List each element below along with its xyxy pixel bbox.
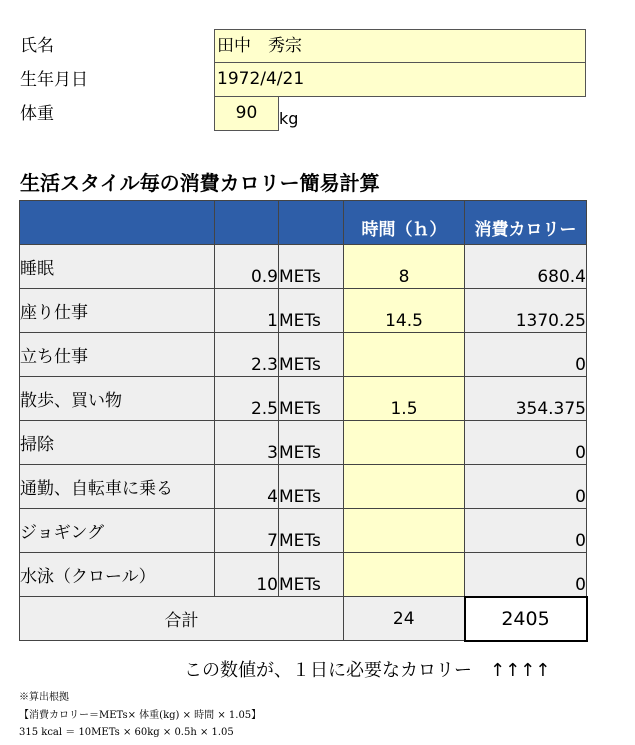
table-row [20,333,587,377]
mets-cell: 1 [215,289,279,333]
mets-unit-cell: METs [279,465,344,509]
basis-title: ※算出根拠 [19,692,69,703]
table-row [20,245,587,289]
calories-cell: 0 [465,553,587,597]
mets-cell: 2.3 [215,333,279,377]
table-row [20,553,587,597]
table-header-row [20,201,587,245]
activity-cell: 座り仕事 [20,289,215,333]
total-row [20,597,587,641]
table-row [20,465,587,509]
mets-cell: 7 [215,509,279,553]
mets-cell: 0.9 [215,245,279,289]
birth-date-label: 生年月日 [20,70,88,90]
activity-cell: 水泳（クロール） [20,553,215,597]
basis-formula: 【消費カロリー＝METs× 体重(kg) × 時間 × 1.05】 [19,710,262,721]
header-cell [215,201,279,245]
calories-cell: 1370.25 [465,289,587,333]
hours-input-cell[interactable]: 8 [344,245,465,289]
birth-date-cell[interactable]: 1972/4/21 [214,62,586,97]
basis-example: 315 kcal ＝ 10METs × 60kg × 0.5h × 1.05 [19,727,234,738]
hours-input-cell[interactable]: 1.5 [344,377,465,421]
total-calories[interactable]: 2405 [465,597,587,641]
mets-cell: 4 [215,465,279,509]
calories-cell: 354.375 [465,377,587,421]
total-label: 合計 [20,597,344,641]
mets-cell: 10 [215,553,279,597]
table-row [20,509,587,553]
hours-input-cell[interactable] [344,509,465,553]
mets-unit-cell: METs [279,245,344,289]
weight-label: 体重 [20,104,54,124]
mets-unit-cell: METs [279,333,344,377]
calorie-table [19,200,588,642]
mets-unit-cell: METs [279,421,344,465]
table-row [20,377,587,421]
table-row [20,289,587,333]
header-hours: 時間（ｈ） [344,201,465,245]
mets-unit-cell: METs [279,377,344,421]
section-title: 生活スタイル毎の消費カロリー簡易計算 [20,171,380,195]
header-calories: 消費カロリー [465,201,587,245]
calories-cell: 680.4 [465,245,587,289]
activity-cell: 睡眠 [20,245,215,289]
hours-input-cell[interactable] [344,333,465,377]
hours-input-cell[interactable] [344,465,465,509]
total-hours: 24 [344,597,465,641]
calories-cell: 0 [465,509,587,553]
activity-cell: 掃除 [20,421,215,465]
mets-unit-cell: METs [279,289,344,333]
mets-unit-cell: METs [279,509,344,553]
required-calorie-note: この数値が、１日に必要なカロリー ↑↑↑↑ [184,660,551,681]
hours-input-cell[interactable]: 14.5 [344,289,465,333]
calories-cell: 0 [465,333,587,377]
weight-unit: kg [279,109,299,128]
mets-unit-cell: METs [279,553,344,597]
calories-cell: 0 [465,465,587,509]
header-cell [20,201,215,245]
name-label: 氏名 [20,36,54,56]
calories-cell: 0 [465,421,587,465]
activity-cell: 通勤、自転車に乗る [20,465,215,509]
hours-input-cell[interactable] [344,553,465,597]
activity-cell: 散歩、買い物 [20,377,215,421]
hours-input-cell[interactable] [344,421,465,465]
mets-cell: 2.5 [215,377,279,421]
mets-cell: 3 [215,421,279,465]
table-row [20,421,587,465]
weight-cell[interactable]: 90 [214,96,279,131]
activity-cell: ジョギング [20,509,215,553]
name-cell[interactable]: 田中 秀宗 [214,29,586,63]
header-cell [279,201,344,245]
activity-cell: 立ち仕事 [20,333,215,377]
